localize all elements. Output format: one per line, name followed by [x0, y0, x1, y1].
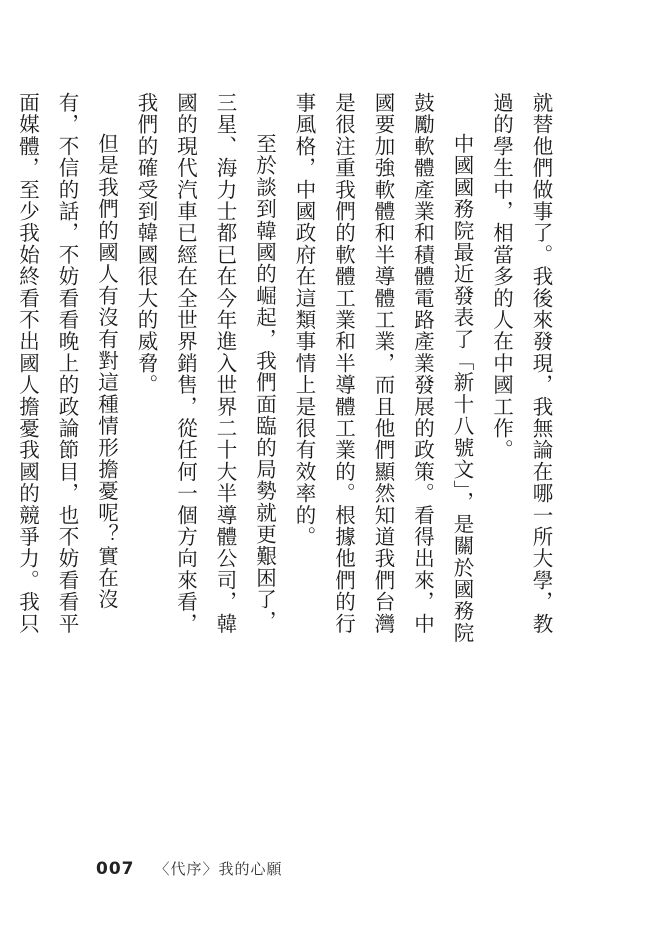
paragraph-1: 就替他們做事了。我後來發現，我無論在哪一所大學，教過的學生中，相當多的人在中國工作。 — [489, 92, 553, 635]
paragraph-3: 至於談到韓國的崛起，我們面臨的局勢就更艱困了，三星、海力士都已在今年進入世界二十大半導體公司，韓國的現代汽車已經在全世界銷售，從任何一個方向來看，我們的確受到韓國很大的威脅。 — [134, 92, 277, 635]
paragraph-2: 中國國務院最近發表了「新十八號文」，是關於國務院鼓勵軟體產業和積體電路產業發展的政策。看得出來，中國要加強軟體和半導體工業，而且他們顯然知道我們台灣是很注重我們的軟體工業和半導體工業的。根據他們的行事風格，中國政府在這類事情上是很有效率的。 — [292, 92, 474, 644]
page-footer — [96, 858, 283, 882]
body-text — [15, 92, 560, 652]
running-head: 〈代序〉我的心願 — [154, 860, 283, 878]
page-number: 007 — [96, 859, 135, 879]
paragraph-4: 但是我們的國人有沒有對這種情形擔憂呢？實在沒有，不信的話，不妨看看晚上的政論節目，也不妨看看平面媒體，至少我始終看不出國人擔憂我國的競爭力。我只 — [15, 92, 119, 635]
